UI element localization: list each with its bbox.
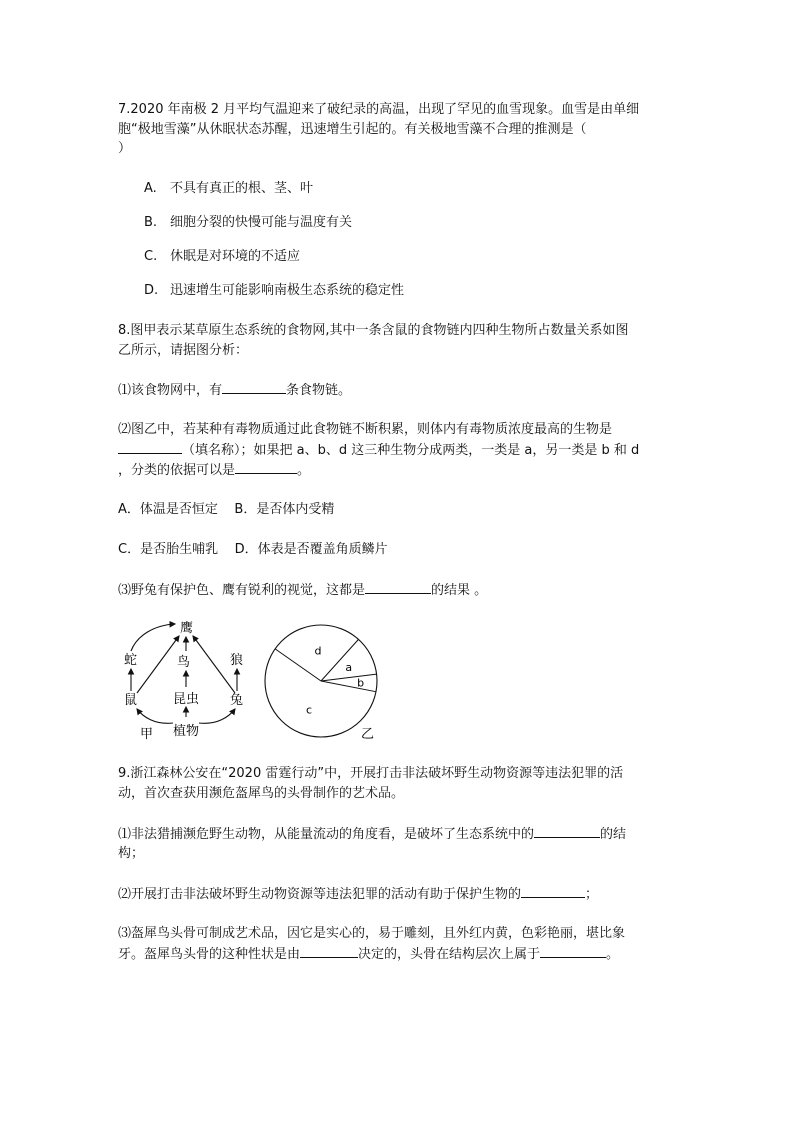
answer-blank[interactable] xyxy=(235,461,297,474)
q9-part2-pre: ⑵开展打击非法破坏野生动物资源等违法犯罪的活动有助于保护生物的 xyxy=(118,887,522,902)
answer-blank[interactable] xyxy=(540,945,606,958)
q9-part3-post: 。 xyxy=(606,947,620,962)
q8-part2-line3 xyxy=(118,461,310,480)
q7-stem-line1: 7.2020 年南极 2 月平均气温迎来了破纪录的高温，出现了罕见的血雪现象。血雪是由单细 xyxy=(118,102,640,117)
q8-part1 xyxy=(118,381,351,400)
q8-part3-pre: ⑶野兔有保护色、鹰有锐利的视觉，这都是 xyxy=(118,583,366,598)
q9-part3-mid: 决定的，头骨在结构层次上属于 xyxy=(358,947,541,962)
q9-stem-line1: 9.浙江森林公安在“2020 雷霆行动”中，开展打击非法破坏野生动物资源等违法犯罪的活 xyxy=(118,766,624,781)
pie-chart xyxy=(265,625,377,737)
arrow-rabbit-eagle xyxy=(193,636,235,693)
q8-part1-pre: ⑴该食物网中，有 xyxy=(118,383,223,398)
q7-option-a xyxy=(144,180,313,198)
node-insect: 昆虫 xyxy=(173,692,200,707)
q8-stem-line2: 乙所示，请据图分析： xyxy=(118,343,249,358)
q8-options-cd: C．是否胎生哺乳 D．体表是否覆盖角质鳞片 xyxy=(118,542,388,557)
q9-part3-line2 xyxy=(118,945,619,964)
node-snake: 蛇 xyxy=(124,653,138,668)
arrow-plant-rabbit xyxy=(199,709,235,723)
node-eagle: 鹰 xyxy=(180,621,194,636)
q7-option-c xyxy=(144,248,300,266)
q9-part1-post: 的结 xyxy=(600,827,627,842)
q8-part2-line1: ⑵图乙中，若某种有毒物质通过此食物链不断积累，则体内有毒物质浓度最高的生物是 xyxy=(118,422,613,437)
node-bird: 鸟 xyxy=(177,655,191,670)
answer-blank[interactable] xyxy=(521,885,585,898)
option-letter: C. xyxy=(144,249,158,264)
figure xyxy=(115,615,385,745)
node-rabbit: 兔 xyxy=(230,693,244,708)
option-letter: A. xyxy=(144,181,157,196)
q8-part2-line2 xyxy=(118,441,639,460)
q9-part1-pre: ⑴非法猎捕濒危野生动物，从能量流动的角度看，是破坏了生态系统中的 xyxy=(118,827,535,842)
q8-options-ab: A．体温是否恒定 B．是否体内受精 xyxy=(118,502,335,517)
q7-option-b xyxy=(144,214,352,232)
food-web-arrows xyxy=(131,624,237,723)
q8-stem-line1: 8.图甲表示某草原生态系统的食物网,其中一条含鼠的食物链内四种生物所占数量关系如图 xyxy=(118,323,629,338)
q7-stem-line2: 胞“极地雪藻”从休眠状态苏醒，迅速增生引起的。有关极地雪藻不合理的推测是（ xyxy=(118,122,587,137)
arrow-mouse-eagle xyxy=(137,636,179,693)
pie-boundary-b xyxy=(321,674,377,681)
answer-blank[interactable] xyxy=(222,381,286,394)
pie-label-a: a xyxy=(345,660,353,674)
q8-part1-post: 条食物链。 xyxy=(286,383,352,398)
node-mouse: 鼠 xyxy=(124,693,138,708)
node-wolf: 狼 xyxy=(230,653,244,668)
option-letter: B. xyxy=(144,215,158,230)
q8-part3-post: 的结果 。 xyxy=(431,583,488,598)
q9-stem-line2: 动，首次查获用濒危盔犀鸟的头骨制作的艺术品。 xyxy=(118,786,405,801)
q7-option-d xyxy=(144,282,404,300)
pie-label-c: c xyxy=(305,703,313,717)
q7-stem-line3: ） xyxy=(118,141,132,156)
caption-yi: 乙 xyxy=(361,727,375,742)
q8-part2-line3-pre: ，分类的依据可以是 xyxy=(118,463,236,478)
q9-part3-pre: 牙。盔犀鸟头骨的这种性状是由 xyxy=(118,947,301,962)
answer-blank[interactable] xyxy=(118,441,182,454)
arrow-snake-eagle xyxy=(131,624,175,651)
option-text: 细胞分裂的快慢可能与温度有关 xyxy=(170,215,353,230)
option-letter: D. xyxy=(144,283,159,298)
q8-part3 xyxy=(118,581,487,600)
q9-part2 xyxy=(118,885,598,904)
pie-boundary-c xyxy=(321,681,376,692)
answer-blank[interactable] xyxy=(300,945,358,958)
q9-part1-line2: 构； xyxy=(118,846,145,861)
answer-blank[interactable] xyxy=(534,825,600,838)
answer-blank[interactable] xyxy=(365,581,431,594)
pie-boundary-a xyxy=(321,639,358,681)
pie-label-b: b xyxy=(357,676,365,690)
option-text: 不具有真正的根、茎、叶 xyxy=(170,181,314,196)
option-text: 迅速增生可能影响南极生态系统的稳定性 xyxy=(170,283,405,298)
q9-part2-post: ； xyxy=(585,887,599,902)
option-text: 休眠是对环境的不适应 xyxy=(170,249,301,264)
node-plant: 植物 xyxy=(173,724,200,739)
q9-part1-line1 xyxy=(118,825,626,844)
q8-part2-fill: （填名称）；如果把 a、b、d 这三种生物分成两类，一类是 a，另一类是 b 和 d xyxy=(182,443,640,458)
q9-part3-line1: ⑶盔犀鸟头骨可制成艺术品，因它是实心的，易于雕刻，且外红内黄，色彩艳丽，堪比象 xyxy=(118,926,626,941)
pie-label-d: d xyxy=(314,644,322,658)
caption-jia: 甲 xyxy=(140,727,154,742)
q8-part2-line3-post: 。 xyxy=(297,463,311,478)
arrow-plant-mouse xyxy=(137,709,173,723)
